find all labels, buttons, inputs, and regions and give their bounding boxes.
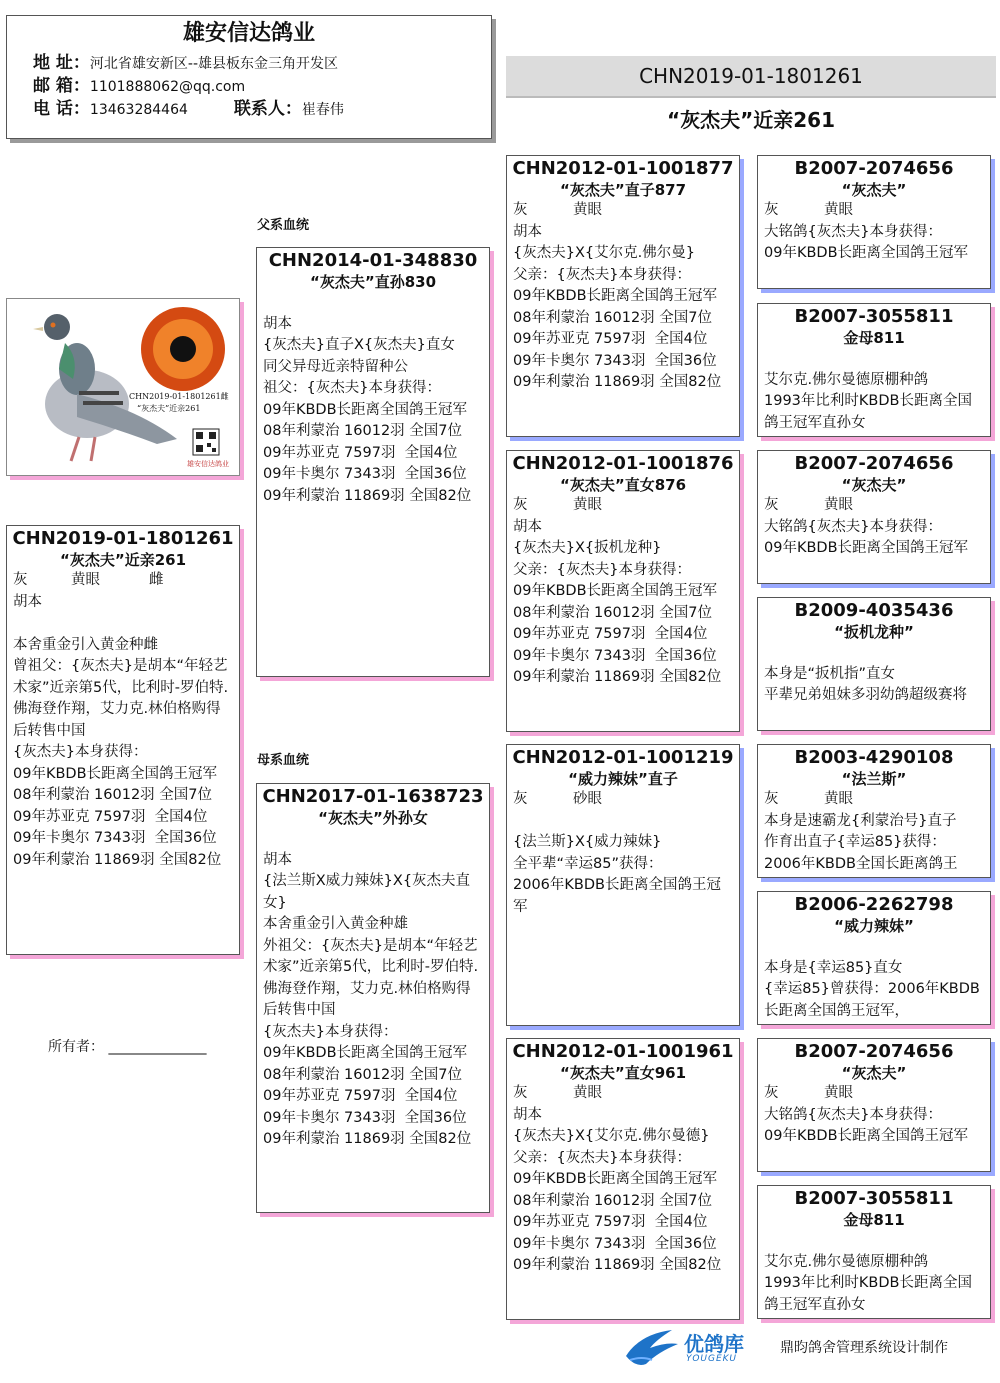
dam-name: “灰杰夫”外孙女 xyxy=(318,809,428,827)
info-line: 09年KBDB长距离全国鸽王冠军 xyxy=(513,583,718,599)
info-line: 09年利蒙治 11869羽 全国82位 xyxy=(13,851,222,868)
ggp1-lines xyxy=(758,222,990,265)
gp4-name: “灰杰夫”直女961 xyxy=(559,1064,687,1082)
ggp3-name: “灰杰夫” xyxy=(841,476,907,494)
info-line: 本身是{幸运85}直女 xyxy=(764,959,903,976)
info-line: {灰杰夫}本身获得： xyxy=(263,1023,398,1040)
address-row: 地 址：河北省雄安新区--雄县板东金三角开发区 xyxy=(33,53,339,73)
gp1-lines xyxy=(507,222,739,394)
info-line: 09年利蒙治 11869羽 全国82位 xyxy=(513,374,722,390)
ggp5-card xyxy=(757,744,991,878)
info-line: 胡本 xyxy=(263,851,292,868)
ggp5-color-row: 灰 黄眼 xyxy=(764,791,853,807)
subject-ring: CHN2019-01-1801261 xyxy=(12,528,234,549)
gp1-ring: CHN2012-01-1001877 xyxy=(512,158,734,179)
ggp7-color-row: 灰 黄眼 xyxy=(764,1085,853,1101)
info-line: 09年苏亚克 7597羽 全国4位 xyxy=(263,444,458,461)
info-line: 大铭鸽{灰杰夫}本身获得： xyxy=(764,223,942,240)
gp4-card xyxy=(506,1038,740,1320)
dam-ring: CHN2017-01-1638723 xyxy=(262,786,484,807)
info-line: 胡本 xyxy=(513,518,542,535)
header-box xyxy=(6,15,492,139)
ggp6-name: “威力辣妹” xyxy=(834,917,914,935)
ggp4-ring: B2009-4035436 xyxy=(794,600,954,621)
gp4-ring: CHN2012-01-1001961 xyxy=(512,1041,734,1062)
ggp1-name: “灰杰夫” xyxy=(841,181,907,199)
gp1-color-row: 灰 黄眼 xyxy=(513,202,602,218)
info-line: 本舍重金引入黄金种雄 xyxy=(263,916,408,932)
info-line: 父亲：{灰杰夫}本身获得： xyxy=(513,266,691,283)
info-line: 09年卡奥尔 7343羽 全国36位 xyxy=(263,1109,467,1126)
gp3-lines xyxy=(507,811,739,919)
info-line: 09年苏亚克 7597羽 全国4位 xyxy=(513,331,708,347)
ggp1-color-row: 灰 黄眼 xyxy=(764,202,853,218)
footer-logo xyxy=(622,1326,762,1370)
top-ring-band xyxy=(506,56,996,98)
dam-card xyxy=(256,783,490,1213)
ggp7-card xyxy=(757,1038,991,1172)
info-line: 08年利蒙治 16012羽 全国7位 xyxy=(263,423,463,439)
gp3-name: “威力辣妹”直子 xyxy=(568,770,678,788)
ggp4-name: “扳机龙种” xyxy=(834,623,914,641)
info-line: 祖父：{灰杰夫}本身获得： xyxy=(263,380,441,396)
gp4-color-row: 灰 黄眼 xyxy=(513,1085,602,1101)
info-line: 09年卡奥尔 7343羽 全国36位 xyxy=(513,647,717,664)
info-line: {灰杰夫}本身获得： xyxy=(13,744,148,760)
info-line: 09年利蒙治 11869羽 全国82位 xyxy=(513,669,722,685)
ggp4-lines xyxy=(758,642,990,707)
ggp2-name: 金母811 xyxy=(843,329,905,347)
info-line: 2006年KBDB全国长距离鸽王 xyxy=(764,855,958,872)
info-line: 09年KBDB长距离全国鸽王冠军 xyxy=(13,765,218,782)
loft-title: 雄安信达鸽业 xyxy=(182,21,315,46)
info-line xyxy=(507,811,739,833)
dam-lines xyxy=(257,828,489,1151)
gp2-color-row: 灰 黄眼 xyxy=(513,497,602,513)
info-line: 父亲：{灰杰夫}本身获得： xyxy=(513,1149,691,1166)
ggp7-name: “灰杰夫” xyxy=(841,1064,907,1082)
top-name: “灰杰夫”近亲261 xyxy=(666,108,836,132)
info-line: 大铭鸽{灰杰夫}本身获得： xyxy=(764,518,942,535)
info-line: 09年苏亚克 7597羽 全国4位 xyxy=(13,808,208,825)
info-line: 同父异母近亲特留种公 xyxy=(263,358,408,375)
pigeon-photo xyxy=(6,298,240,476)
info-line: 08年利蒙治 16012羽 全国7位 xyxy=(513,1192,713,1209)
info-line: 全平辈“幸运85”获得： xyxy=(513,855,663,872)
gp4-lines xyxy=(507,1105,739,1277)
info-line: 09年KBDB长距离全国鸽王冠军 xyxy=(513,1171,718,1187)
sire-name: “灰杰夫”直孙830 xyxy=(309,273,437,291)
info-line: 09年利蒙治 11869羽 全国82位 xyxy=(513,1257,722,1273)
gp1-card xyxy=(506,155,740,437)
info-line: 艾尔克.佛尔曼德原棚种鸽 xyxy=(764,1253,929,1270)
info-line: 本身是“扳机指”直女 xyxy=(764,665,896,682)
photo-caption-name: “灰杰夫”近亲261 xyxy=(137,404,201,413)
footer-logo-text: 优鸽库 xyxy=(684,1332,744,1356)
ggp6-card xyxy=(757,891,991,1025)
info-line: 本舍重金引入黄金种雌 xyxy=(13,636,158,653)
info-line: 09年卡奥尔 7343羽 全国36位 xyxy=(263,466,467,482)
gp2-lines xyxy=(507,517,739,689)
footer-logo-sub: YOUGEKU xyxy=(686,1354,738,1364)
owner-line: ______________ xyxy=(108,1039,207,1055)
gp3-color-row: 灰 砂眼 xyxy=(513,791,602,807)
sire-lines xyxy=(257,292,489,507)
ggp8-card xyxy=(757,1185,991,1319)
ggp3-ring: B2007-2074656 xyxy=(794,453,954,474)
info-line xyxy=(758,936,990,958)
gp2-ring: CHN2012-01-1001876 xyxy=(512,453,734,474)
ggp5-name: “法兰斯” xyxy=(841,770,907,788)
ggp2-card xyxy=(757,303,991,437)
info-line xyxy=(7,613,239,635)
ggp1-card xyxy=(757,155,991,289)
info-line: {幸运85}曾获得：2006年KBDB长距离全国鸽王冠军， xyxy=(764,981,980,1019)
info-line: 平辈兄弟姐妹多羽幼鸽超级赛将 xyxy=(764,687,967,703)
ggp1-ring: B2007-2074656 xyxy=(794,158,954,179)
info-line: 08年利蒙治 16012羽 全国7位 xyxy=(13,787,213,803)
ggp8-lines xyxy=(758,1230,990,1316)
info-line xyxy=(758,1230,990,1252)
gp1-name: “灰杰夫”直子877 xyxy=(559,181,687,199)
info-line: 胡本 xyxy=(513,1106,542,1123)
ggp2-ring: B2007-3055811 xyxy=(794,306,954,327)
info-line: {灰杰夫}X{艾尔克.佛尔曼德} xyxy=(513,1128,710,1144)
ggp3-card xyxy=(757,450,991,584)
info-line: 本身是速霸龙{利蒙治号}直子 xyxy=(764,812,957,829)
ggp6-lines xyxy=(758,936,990,1022)
info-line xyxy=(257,292,489,314)
info-line: 09年KBDB长距离全国鸽王冠军 xyxy=(263,401,468,418)
info-line: 09年KBDB长距离全国鸽王冠军 xyxy=(764,1128,969,1144)
info-line: {灰杰夫}直子X{灰杰夫}直女 xyxy=(263,337,455,353)
owner-row xyxy=(48,1036,206,1056)
info-line: {灰杰夫}X{扳机龙种} xyxy=(513,540,662,556)
pigeon-illustration xyxy=(7,299,239,475)
gp3-ring: CHN2012-01-1001219 xyxy=(512,747,734,768)
ggp6-ring: B2006-2262798 xyxy=(794,894,954,915)
photo-caption-ring: CHN2019-01-1801261雌 xyxy=(129,392,229,401)
ggp7-ring: B2007-2074656 xyxy=(794,1041,954,1062)
ggp3-lines xyxy=(758,517,990,560)
info-line: 2006年KBDB长距离全国鸽王冠军 xyxy=(513,877,721,915)
info-line: 09年卡奥尔 7343羽 全国36位 xyxy=(13,830,217,846)
phone-row: 电 话：13463284464 联系人：崔春伟 xyxy=(33,99,344,119)
sire-card xyxy=(256,247,490,677)
info-line: 09年KBDB长距离全国鸽王冠军 xyxy=(513,288,718,304)
info-line: 胡本 xyxy=(13,593,42,610)
top-ring: CHN2019-01-1801261 xyxy=(639,64,863,88)
email-row: 邮 箱：1101888062@qq.com xyxy=(33,76,246,96)
info-line: {灰杰夫}X{艾尔克.佛尔曼} xyxy=(513,245,695,261)
info-line: 09年苏亚克 7597羽 全国4位 xyxy=(513,1214,708,1230)
gp2-name: “灰杰夫”直女876 xyxy=(559,476,687,494)
info-line: 09年卡奥尔 7343羽 全国36位 xyxy=(513,352,717,369)
ggp7-lines xyxy=(758,1105,990,1148)
sire-ring: CHN2014-01-348830 xyxy=(268,250,478,271)
info-line: 09年KBDB长距离全国鸽王冠军 xyxy=(764,540,969,556)
ggp5-lines xyxy=(758,811,990,876)
subject-lines xyxy=(7,592,239,872)
sire-section-label: 父系血统 xyxy=(257,218,310,233)
info-line: 艾尔克.佛尔曼德原棚种鸽 xyxy=(764,371,929,388)
wing-logo-icon xyxy=(622,1326,682,1370)
info-line xyxy=(257,828,489,850)
ggp8-ring: B2007-3055811 xyxy=(794,1188,954,1209)
info-line: 胡本 xyxy=(513,223,542,240)
info-line: 1993年比利时KBDB长距离全国鸽王冠军直孙女 xyxy=(764,393,972,431)
ggp4-card xyxy=(757,597,991,731)
info-line: 09年卡奥尔 7343羽 全国36位 xyxy=(513,1235,717,1252)
info-line: 作育出直子{幸运85}获得： xyxy=(764,834,946,850)
info-line: 09年苏亚克 7597羽 全国4位 xyxy=(513,626,708,642)
subject-color-row: 灰 黄眼 雌 xyxy=(13,572,164,588)
subject-name: “灰杰夫”近亲261 xyxy=(59,551,187,569)
gp2-card xyxy=(506,450,740,732)
info-line: 08年利蒙治 16012羽 全国7位 xyxy=(513,604,713,621)
info-line: 08年利蒙治 16012羽 全国7位 xyxy=(513,309,713,326)
info-line: 09年KBDB长距离全国鸽王冠军 xyxy=(263,1045,468,1061)
info-line: {法兰斯X威力辣妹}X{灰杰夫直女} xyxy=(263,873,471,911)
info-line: 胡本 xyxy=(263,315,292,332)
photo-watermark: 雄安信达鸽业 xyxy=(187,460,229,468)
info-line: 08年利蒙治 16012羽 全国7位 xyxy=(263,1066,463,1083)
ggp8-name: 金母811 xyxy=(843,1211,905,1229)
footer-credit: 鼎昀鸽舍管理系统设计制作 xyxy=(780,1340,948,1356)
ggp5-ring: B2003-4290108 xyxy=(794,747,954,768)
info-line: 曾祖父：{灰杰夫}是胡本“年轻艺术家”近亲第5代，比利时-罗伯特.佛海登作翔，艾力克.林伯格购得后转售中国 xyxy=(13,658,229,739)
dam-section-label: 母系血统 xyxy=(257,753,310,768)
subject-card xyxy=(6,525,240,955)
info-line xyxy=(758,348,990,370)
info-line: 09年苏亚克 7597羽 全国4位 xyxy=(263,1088,458,1104)
owner-label: 所有者： xyxy=(48,1039,104,1055)
ggp2-lines xyxy=(758,348,990,434)
ggp3-color-row: 灰 黄眼 xyxy=(764,497,853,513)
info-line xyxy=(758,642,990,664)
info-line: 09年KBDB长距离全国鸽王冠军 xyxy=(764,245,969,261)
info-line: 外祖父：{灰杰夫}是胡本“年轻艺术家”近亲第5代，比利时-罗伯特.佛海登作翔，艾力克.林伯格购得后转售中国 xyxy=(263,937,479,1018)
info-line: 大铭鸽{灰杰夫}本身获得： xyxy=(764,1106,942,1123)
info-line: 09年利蒙治 11869羽 全国82位 xyxy=(263,1131,472,1147)
info-line: {法兰斯}X{威力辣妹} xyxy=(513,834,662,850)
gp3-card xyxy=(506,744,740,1026)
info-line: 1993年比利时KBDB长距离全国鸽王冠军直孙女 xyxy=(764,1275,972,1313)
info-line: 09年利蒙治 11869羽 全国82位 xyxy=(263,487,472,504)
info-line: 父亲：{灰杰夫}本身获得： xyxy=(513,561,691,578)
